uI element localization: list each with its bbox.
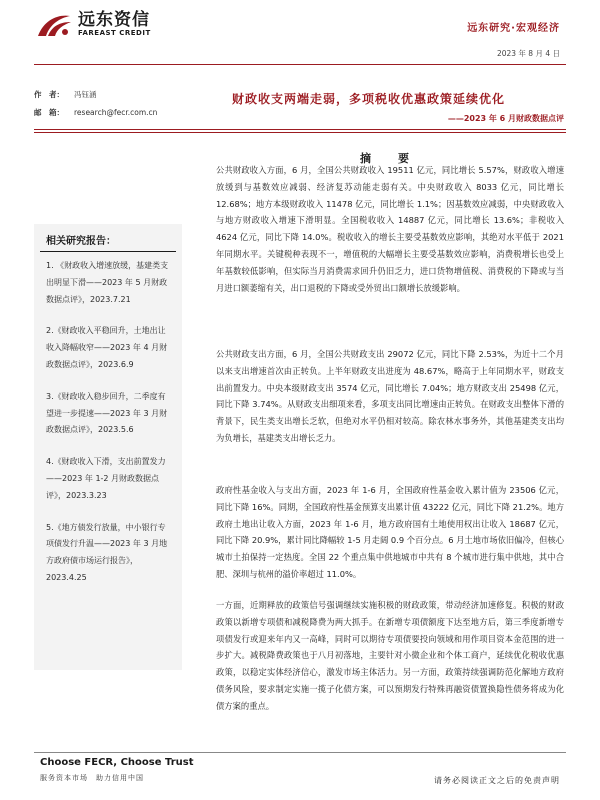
title-divider bbox=[34, 129, 566, 130]
summary-paragraph-policy-outlook: 一方面，近期释放的政策信号强调继续实施积极的财政政策，带动经济加速修复。积极的财政政策以新增专项债和减税降费为两大抓手。在新增专项债额度下达至地方后，第三季度新增专项债发行或迎来年内又一高峰，同时可以期待专项债要投向领域和用作项目资本金范围的进一步扩大。减税降费政策也于八月初落地，主要针对小微企业和个体工商户，延续优化税收优惠政策，以稳定实体经济信心，激发市场主体活力。另一方面，政策持续强调防范化解地方政府债务风险，要求制定实施一揽子化债方案，可以预期发行特殊再融资债置换隐性债务将成为化债方案的重点。 bbox=[216, 600, 564, 711]
title-divider-thin bbox=[34, 132, 566, 133]
related-report-item[interactable]: 3.《财政收入稳步回升，二季度有望进一步提速——2023 年 3 月财政数据点评》，2023.5.6 bbox=[46, 391, 168, 435]
disclaimer-note[interactable]: 请务必阅读正文之后的免责声明 bbox=[434, 776, 560, 785]
author-name: 冯钰涵 bbox=[74, 90, 97, 99]
company-logo bbox=[34, 10, 151, 38]
fareast-logo-icon bbox=[34, 10, 74, 38]
email-label: 邮 箱： bbox=[34, 108, 64, 117]
header-divider bbox=[34, 64, 566, 65]
author-label: 作 者： bbox=[34, 90, 64, 99]
summary-paragraph-expenditure: 公共财政支出方面，6 月，全国公共财政支出 29072 亿元，同比下降 2.53%，为近十二个月以来支出增速首次由正转负。上半年财政支出进度为 48.67%，略高于上年同期水平，财政支出前置发力。中央本级财政支出 3574 亿元，同比增长 7.04%；地方财政支出 25498 亿元，同比下降 3.74%。从财政支出细项来看，多项支出同比增速由正转负。在财政支出整体下滑的背景下，民生类支出增长乏软，但绝对水平仍相对较高。除农林水事务外，其他基建类支出均为负增长，基建类支出增长乏力。 bbox=[216, 349, 564, 443]
report-category: 远东研究·宏观经济 bbox=[467, 23, 560, 34]
email-line bbox=[34, 104, 157, 122]
related-report-item[interactable]: 5.《地方债发行放量，中小银行专项债发行升温——2023 年 3 月地方政府债市场运行报告》，2023.4.25 bbox=[46, 522, 168, 582]
related-report-item[interactable]: 2.《财政收入平稳回升，土地出让收入降幅收窄——2023 年 4 月财政数据点评》，2023.6.9 bbox=[46, 326, 168, 369]
logo-chinese-name: 远东资信 bbox=[78, 9, 150, 30]
summary-paragraph-government-fund: 政府性基金收入与支出方面，2023 年 1-6 月，全国政府性基金收入累计值为 23506 亿元，同比下降 16%。同期，全国政府性基金预算支出累计值 43222 亿元，同比下降 21.2%。地方政府土地出让收入方面，2023 年 1-6 月，地方政府国有土地使用权出让收入 18687 亿元，同比下降 20.9%，累计同比降幅较 1-5 月走阔 0.9 个百分点。6 月土地市场依旧偏冷，但核心城市土拍保持一定热度。全国 22 个重点集中供地城市中共有 8 个城市进行集中供地，其中合肥、深圳与杭州的溢价率超过 11.0%。 bbox=[216, 485, 565, 579]
report-title: 财政收支两端走弱，多项税收优惠政策延续优化 bbox=[232, 92, 506, 106]
summary-paragraph-revenue: 公共财政收入方面，6 月，全国公共财政收入 19511 亿元，同比增长 5.57%，财政收入增速放缓到与基数效应减弱、经济复苏动能走弱有关。中央财政收入 8033 亿元，同比增长 12.68%；地方本级财政收入 11478 亿元，同比增长 1.1%；因基数效应减弱，中央财政收入与地方财政收入增速下滑明显。全国税收收入 14887 亿元，同比增长 13.6%；非税收入 4624 亿元，同比下降 14.0%。税收收入的增长主要受基数效应影响，其绝对水平低于 2021 年同期水平。关键税种表现不一，增值税的大幅增长主要受基数效应影响，消费税增长也受上年基数较低影响，但实际当月消费需求回升仍旧乏力，进口货物增值税、消费税的下降或与当月进口额萎缩有关，出口退税的下降或受外贸出口额增长放缓影响。 bbox=[216, 165, 564, 293]
report-date: 2023 年 8 月 4 日 bbox=[496, 49, 560, 58]
footer-brand-slogan: Choose FECR, Choose Trust bbox=[40, 757, 194, 768]
author-line bbox=[34, 86, 157, 104]
related-reports-divider bbox=[40, 251, 176, 252]
logo-english-name: FAREAST CREDIT bbox=[78, 28, 151, 37]
summary-heading: 摘 要 bbox=[360, 152, 417, 165]
related-reports-sidebar bbox=[34, 224, 182, 670]
related-reports-heading: 相关研究报告： bbox=[46, 236, 116, 247]
author-block bbox=[34, 86, 157, 122]
footer-subtitle: 服务资本市场 助力信用中国 bbox=[40, 774, 144, 782]
related-report-item[interactable]: 4.《财政收入下滑，支出前置发力——2023 年 1-2 月财政数据点评》，2023.3.23 bbox=[46, 457, 166, 500]
related-report-item[interactable]: 1. 《财政收入增速放缓，基建类支出明显下滑——2023 年 5 月财政数据点评》，2023.7.21 bbox=[46, 261, 169, 304]
footer-divider bbox=[34, 752, 566, 753]
author-email[interactable]: research@fecr.com.cn bbox=[74, 108, 158, 117]
report-subtitle: ——2023 年 6 月财政数据点评 bbox=[447, 114, 564, 123]
